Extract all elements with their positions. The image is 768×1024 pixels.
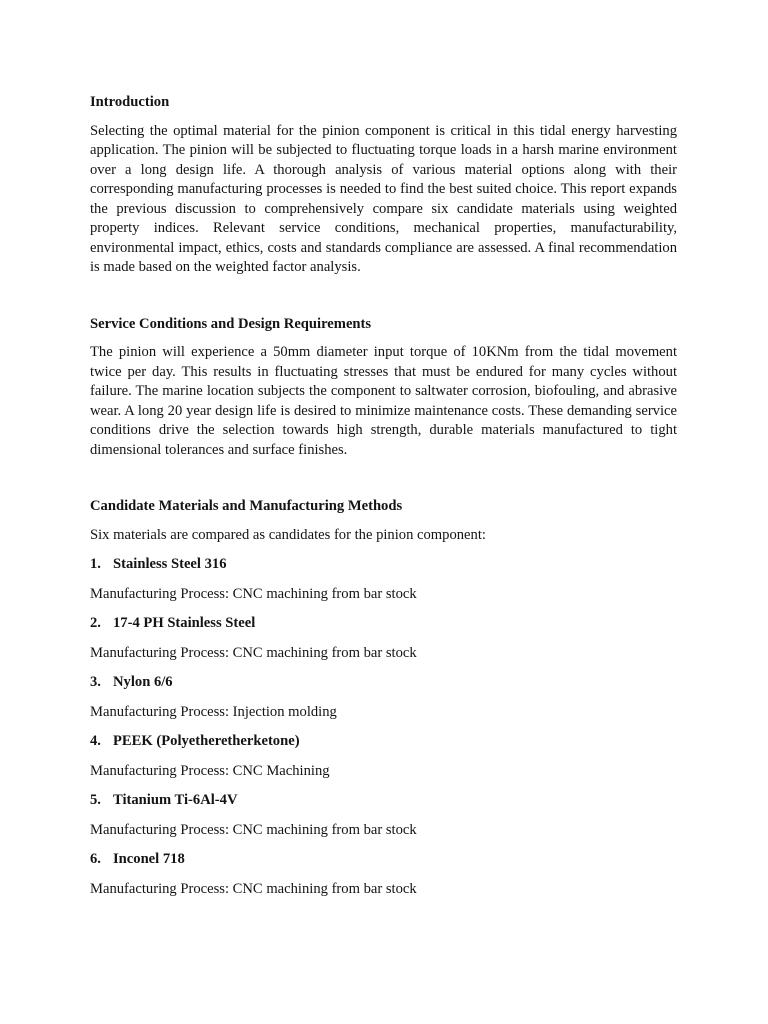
manufacturing-process: Manufacturing Process: CNC machining from bar stock — [90, 821, 417, 838]
introduction-heading: Introduction — [90, 94, 170, 110]
candidate-materials-intro: Six materials are compared as candidates for the pinion component: — [90, 526, 486, 543]
material-number: 3. — [90, 674, 101, 690]
material-name-text: Stainless Steel 316 — [113, 556, 227, 572]
material-name — [90, 732, 677, 752]
material-name — [90, 850, 677, 870]
material-name — [90, 555, 677, 575]
manufacturing-process: Manufacturing Process: Injection molding — [90, 703, 337, 720]
material-number: 1. — [90, 556, 101, 572]
material-name-text: PEEK (Polyetheretherketone) — [113, 733, 300, 749]
material-name-text: Nylon 6/6 — [113, 674, 173, 690]
material-name — [90, 673, 677, 693]
material-number: 6. — [90, 851, 101, 867]
candidate-materials-heading: Candidate Materials and Manufacturing Methods — [90, 498, 403, 514]
manufacturing-process: Manufacturing Process: CNC Machining — [90, 762, 330, 779]
list-item — [90, 791, 677, 840]
list-item — [90, 614, 677, 663]
material-name — [90, 791, 677, 811]
list-item — [90, 673, 677, 722]
service-conditions-heading: Service Conditions and Design Requirements — [90, 315, 372, 332]
list-item — [90, 555, 677, 604]
material-name — [90, 614, 677, 634]
material-number: 2. — [90, 615, 101, 631]
material-number: 4. — [90, 733, 101, 749]
introduction-paragraph: Selecting the optimal material for the pinion component is critical in this tidal energy harvesting application. The pinion will be subjected to fluctuating torque loads in a harsh marine environment over a long design life. A thorough analysis of various material options along with their corresponding manufacturing processes is needed to find the best suited choice. This report expands the previous discussion to comprehensively compare six candidate materials using weighted property indices. Relevant service conditions, mechanical properties, manufacturability, environmental impact, ethics, costs and standards compliance are assessed. A final recommendation is made based on the weighted factor analysis. — [90, 122, 677, 275]
list-item — [90, 850, 677, 899]
material-number: 5. — [90, 792, 101, 808]
list-item — [90, 732, 677, 781]
manufacturing-process: Manufacturing Process: CNC machining from bar stock — [90, 880, 417, 897]
materials-list — [90, 555, 677, 899]
material-name-text: Titanium Ti-6Al-4V — [113, 792, 238, 808]
material-name-text: 17-4 PH Stainless Steel — [113, 615, 256, 631]
manufacturing-process: Manufacturing Process: CNC machining from bar stock — [90, 644, 417, 661]
material-name-text: Inconel 718 — [113, 851, 185, 867]
manufacturing-process: Manufacturing Process: CNC machining from bar stock — [90, 585, 417, 602]
service-conditions-paragraph: The pinion will experience a 50mm diameter input torque of 10KNm from the tidal movement twice per day. This results in fluctuating stresses that must be endured for many cycles without failure. The marine location subjects the component to saltwater corrosion, biofouling, and abrasive wear. A long 20 year design life is desired to minimize maintenance costs. These demanding service conditions drive the selection towards high strength, durable materials manufactured to tight dimensional tolerances and surface finishes. — [90, 344, 677, 458]
